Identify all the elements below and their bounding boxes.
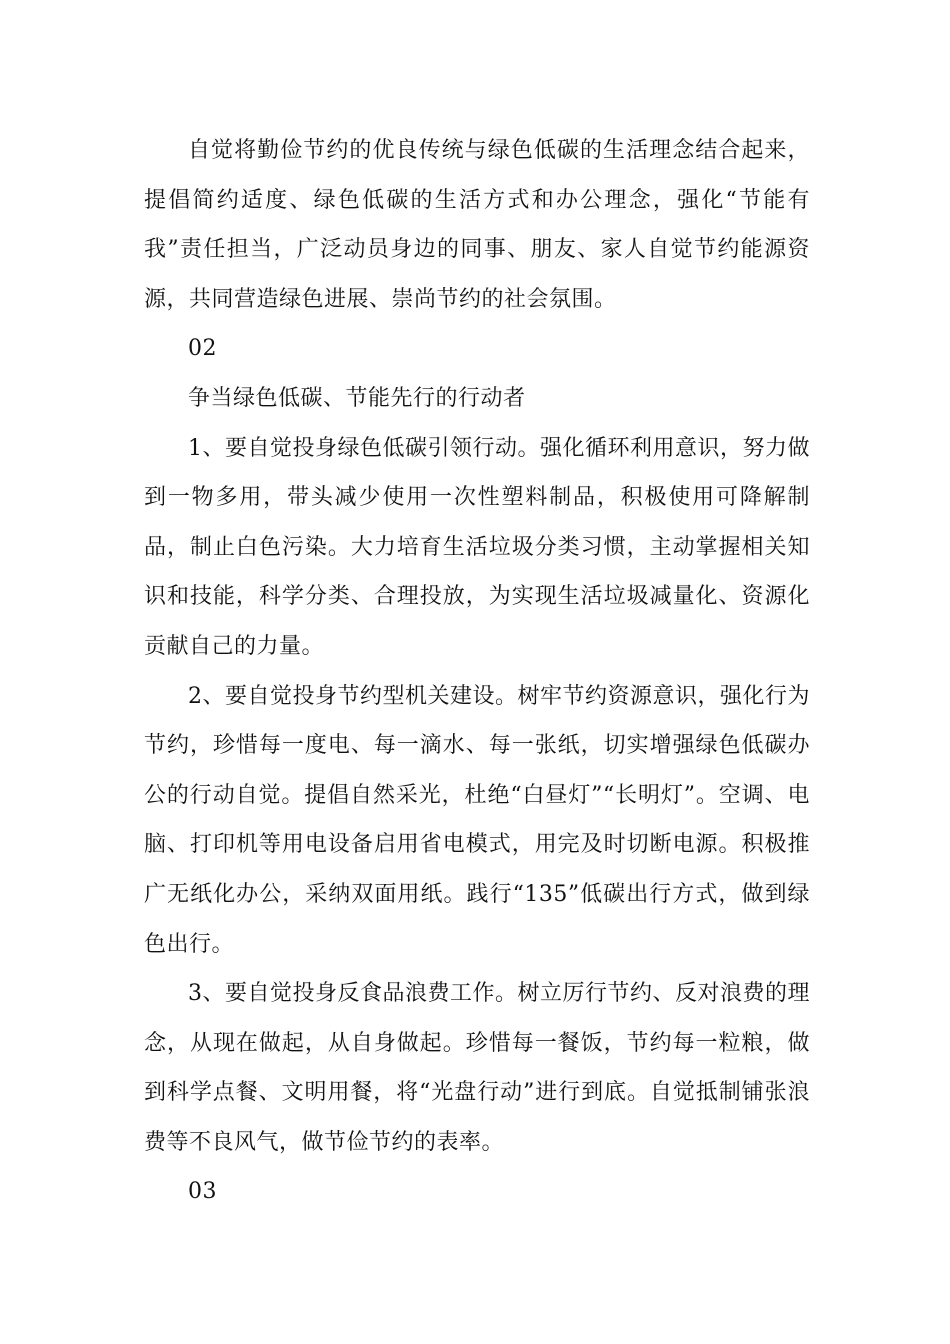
section-number-03: 03 — [188, 1179, 217, 1205]
paragraph-item-3: 3、要自觉投身反食品浪费工作。树立厉行节约、反对浪费的理念，从现在做起，从自身做起。珍惜每一餐饭，节约每一粒粮，做到科学点餐、文明用餐，将“光盘行动”进行到底。自觉抵制铺张浪费等不良风气，做节俭节约的表率。 — [144, 981, 810, 1155]
section-number-02: 02 — [188, 336, 217, 362]
paragraph-item-2: 2、要自觉投身节约型机关建设。树牢节约资源意识，强化行为节约，珍惜每一度电、每一滴水、每一张纸，切实增强绿色低碳办公的行动自觉。提倡自然采光，杜绝“白昼灯”“长明灯”。空调、电脑、打印机等用电设备启用省电模式，用完及时切断电源。积极推广无纸化办公，采纳双面用纸。践行“135”低碳出行方式，做到绿色出行。 — [144, 683, 810, 957]
section-heading: 争当绿色低碳、节能先行的行动者 — [188, 385, 526, 411]
paragraph-item-1: 1、要自觉投身绿色低碳引领行动。强化循环利用意识，努力做到一物多用，带头减少使用一次性塑料制品，积极使用可降解制品，制止白色污染。大力培育生活垃圾分类习惯，主动掌握相关知识和技能，科学分类、合理投放，为实现生活垃圾减量化、资源化贡献自己的力量。 — [144, 435, 810, 659]
paragraph-intro: 自觉将勤俭节约的优良传统与绿色低碳的生活理念结合起来，提倡简约适度、绿色低碳的生活方式和办公理念，强化“节能有我”责任担当，广泛动员身边的同事、朋友、家人自觉节约能源资源，共同营造绿色进展、崇尚节约的社会氛围。 — [144, 138, 810, 312]
